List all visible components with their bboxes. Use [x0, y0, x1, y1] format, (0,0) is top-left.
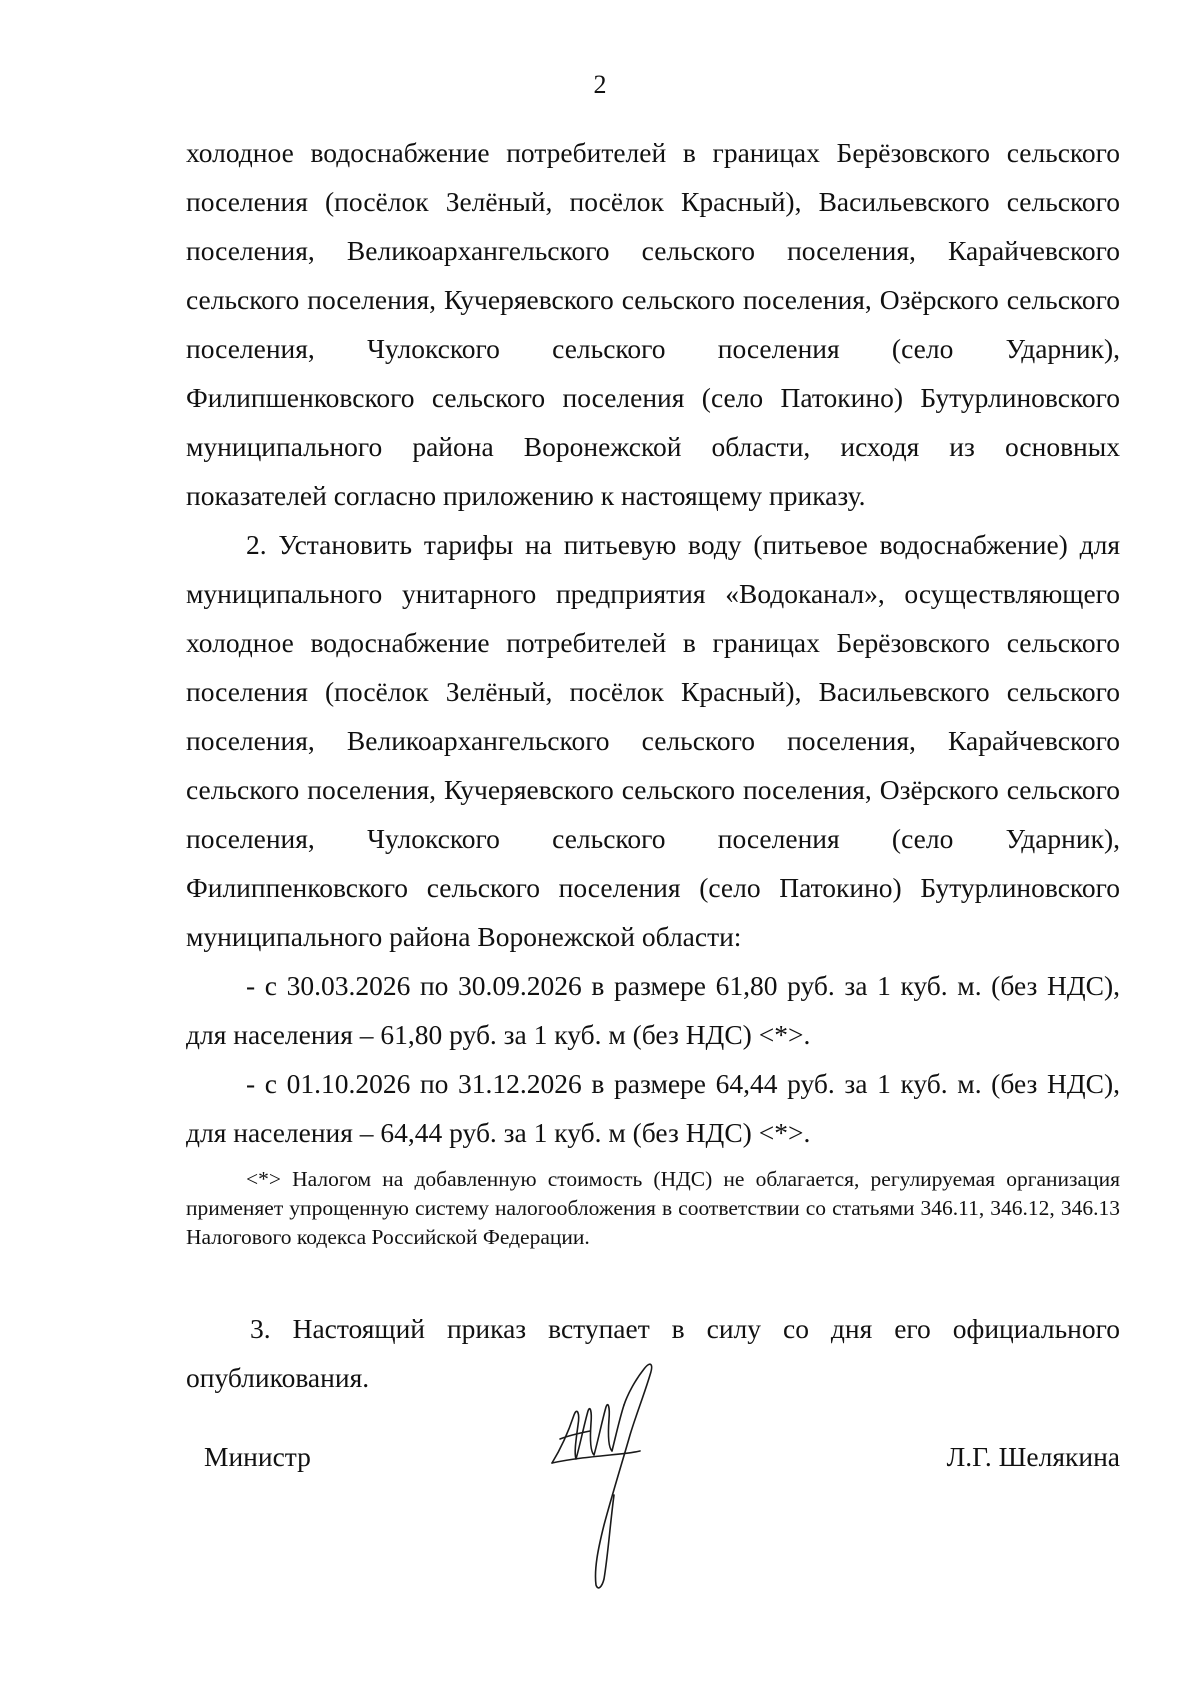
footnote: <*> Налогом на добавленную стоимость (НДС) не облагается, регулируемая организация применяет упрощенную систему налогообложения в соответствии со статьями 346.11, 346.12, 346.13 Налогового кодекса Российской Федерации.	[186, 1167, 1120, 1249]
paragraph-2: 2. Установить тарифы на питьевую воду (питьевое водоснабжение) для муниципального унитарного предприятия «Водоканал», осуществляющего холодное водоснабжение потребителей в границах Берёзовского сельского поселения (посёлок Зелёный, посёлок Красный), Васильевского сельского поселения, Великоархангельского сельского поселения, Карайчевского сельского поселения, Кучеряевского сельского поселения, Озёрского сельского поселения, Чулокского сельского поселения (село Ударник), Филиппенковского сельского поселения (село Патокино) Бутурлиновского муниципального района Воронежской области:	[186, 529, 1120, 952]
paragraph-1-continuation: холодное водоснабжение потребителей в границах Берёзовского сельского поселения (посёлок Зелёный, посёлок Красный), Васильевского сельского поселения, Великоархангельского сельского поселения, Карайчевского сельского поселения, Кучеряевского сельского поселения, Озёрского сельского поселения, Чулокского сельского поселения (село Ударник), Филипшенковского сельского поселения (село Патокино) Бутурлиновского муниципального района Воронежской области, исходя из основных показателей согласно приложению к настоящему приказу.	[186, 137, 1120, 511]
tariff-item-2: - с 01.10.2026 по 31.12.2026 в размере 64,44 руб. за 1 куб. м. (без НДС), для населения – 64,44 руб. за 1 куб. м (без НДС) <*>.	[186, 1068, 1120, 1148]
paragraph-3: 3. Настоящий приказ вступает в силу со дня его официального опубликования.	[186, 1313, 1120, 1393]
page-number: 2	[593, 70, 607, 99]
tariff-item-1: - с 30.03.2026 по 30.09.2026 в размере 61,80 руб. за 1 куб. м. (без НДС), для населения – 61,80 руб. за 1 куб. м (без НДС) <*>.	[186, 970, 1120, 1050]
signer-name: Л.Г. Шелякина	[946, 1441, 1120, 1472]
document-body	[186, 128, 1120, 1402]
handwritten-signature-icon	[540, 1355, 700, 1595]
signer-title: Министр	[204, 1441, 311, 1472]
